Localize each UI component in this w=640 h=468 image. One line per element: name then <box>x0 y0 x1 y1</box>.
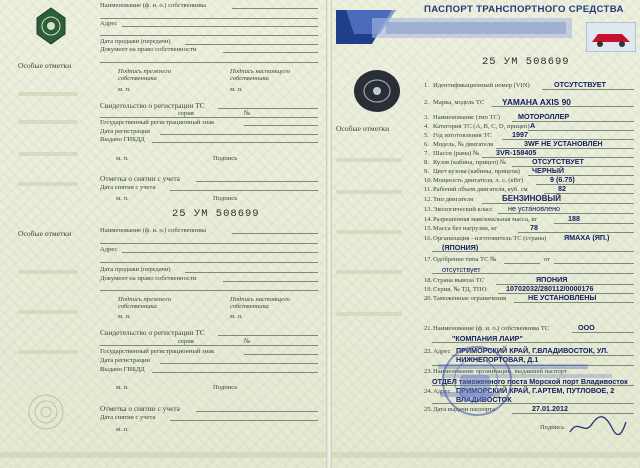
field-number: 20. <box>424 295 433 302</box>
field-number: 25. <box>424 406 433 413</box>
field-line <box>152 372 318 373</box>
manufacturer-country: (ЯПОНИЯ) <box>442 243 479 252</box>
field-label: Серия, № ТД, ТПО <box>433 286 487 293</box>
make-model-value: YAMAHA AXIS 90 <box>502 97 571 107</box>
field-number: 3. <box>424 114 429 121</box>
dereg-date-label: Дата снятия с учета <box>100 184 156 191</box>
ownership-doc-label: Документ на право собственности <box>100 46 197 53</box>
engine-value: 3WF НЕ УСТАНОВЛЕН <box>524 139 603 148</box>
decor-border <box>332 452 640 458</box>
field-label: Идентификационный номер (VIN) <box>433 82 530 89</box>
emblem-icon <box>34 6 68 46</box>
field-line <box>122 252 318 253</box>
field-line <box>218 108 318 109</box>
eco-class-value: не установлено <box>508 204 561 213</box>
field-line <box>504 263 540 264</box>
field-line <box>572 332 634 333</box>
field-label: Таможенные ограничения <box>433 295 507 302</box>
stamp-ink <box>438 364 588 369</box>
reg-date-label: Дата регистрации <box>100 357 150 364</box>
serial-number: 25 УМ 508699 <box>482 56 570 68</box>
engine-type-value: БЕНЗИНОВЫЙ <box>502 194 561 203</box>
issue-date-value: 27.01.2012 <box>532 404 568 413</box>
stamp-place-label: м. п. <box>230 86 243 93</box>
field-label: Наименование (тип ТС) <box>433 114 501 121</box>
customs-doc-value: 10702032/280112/0000176 <box>506 284 594 293</box>
field-line <box>244 125 318 126</box>
reg-cert-label: Свидетельство о регистрации ТС <box>100 101 205 110</box>
field-number: 12. <box>424 196 433 203</box>
field-number: 7. <box>424 150 429 157</box>
reg-date-label: Дата регистрации <box>100 128 150 135</box>
decor-bar <box>336 190 402 194</box>
field-label: Мощность двигателя, л. с. (кВт) <box>433 177 524 184</box>
owner-name-label: Наименование (ф. и. о.) собственника <box>100 2 207 9</box>
field-label: Дата выдачи паспорта <box>433 406 496 413</box>
special-marks-label: Особые отметки <box>18 229 72 238</box>
field-number: 8. <box>424 159 429 166</box>
approval-value: отсутствует <box>442 265 481 274</box>
field-line <box>232 233 318 234</box>
hologram-stamp-icon <box>352 68 402 114</box>
field-number: 11. <box>424 186 432 193</box>
address-label: Адрес <box>100 20 118 27</box>
signature-label: Подпись <box>540 424 565 431</box>
address-label: Адрес <box>100 246 118 253</box>
number-sign: № <box>244 110 251 117</box>
stamp-place-label: м. п. <box>118 86 131 93</box>
displacement-value: 82 <box>558 184 566 193</box>
state-plate-label: Государственный регистрационный знак <box>100 348 215 355</box>
body-value: ОТСУТСТВУЕТ <box>532 157 584 166</box>
cur-owner-sign-label: Подпись настоящего собственника <box>230 68 290 82</box>
decor-bar <box>336 312 402 316</box>
decor-border <box>0 452 326 458</box>
field-label: Цвет кузова (кабины, прицепа) <box>433 168 520 175</box>
dereg-date-label: Дата снятия с учета <box>100 414 156 421</box>
field-label: Экологический класс <box>433 206 493 213</box>
sale-date-label: Дата продажи (передачи) <box>100 38 171 45</box>
max-mass-value: 188 <box>568 214 580 223</box>
field-label: Разрешенная максимальная масса, кг <box>433 216 538 223</box>
field-number: 24. <box>424 388 433 395</box>
field-line <box>100 18 318 19</box>
field-line <box>100 243 318 244</box>
decor-bar <box>18 182 78 186</box>
field-number: 6. <box>424 141 429 148</box>
reg-cert-label: Свидетельство о регистрации ТС <box>100 328 205 337</box>
stamp-place-label: м. п. <box>116 195 129 202</box>
car-icon <box>586 22 636 52</box>
customs-restriction-value: НЕ УСТАНОВЛЕНЫ <box>528 293 597 302</box>
field-line <box>152 142 318 143</box>
owner-form-value: ООО <box>578 323 595 332</box>
signature-label: Подпись <box>213 195 238 202</box>
decor-bar <box>18 310 78 314</box>
serial-number: 25 УМ 508699 <box>172 208 260 220</box>
field-label: Адрес <box>433 388 451 395</box>
field-line <box>498 213 634 214</box>
right-page <box>332 0 640 468</box>
category-value: A <box>530 121 536 130</box>
issuer-city-value: ВЛАДИВОСТОК <box>456 395 512 404</box>
state-plate-label: Государственный регистрационный знак <box>100 119 215 126</box>
decor-bar <box>336 270 402 274</box>
field-number: 18. <box>424 277 433 284</box>
field-line <box>196 411 318 412</box>
field-line <box>100 117 318 118</box>
field-label: Наименование (ф. и. о.) собственника ТС <box>433 325 550 332</box>
export-country-value: ЯПОНИЯ <box>536 275 568 284</box>
field-line <box>244 354 318 355</box>
prev-owner-sign-label: Подпись прежнего собственника <box>118 68 172 82</box>
signature-label: Подпись <box>213 384 238 391</box>
field-line <box>223 52 318 53</box>
signature-label: Подпись <box>213 155 238 162</box>
field-number: 16. <box>424 235 433 242</box>
owner-address-value: ПРИМОРСКИЙ КРАЙ, Г.ВЛАДИВОСТОК, УЛ. НИЖНЕПОРТОВАЯ, Д.1 <box>456 346 609 364</box>
decor-bar <box>18 120 78 124</box>
field-number: 15. <box>424 225 433 232</box>
field-line <box>232 8 318 9</box>
owner-name-label: Наименование (ф. и. о.) собственника <box>100 227 207 234</box>
field-line <box>185 272 318 273</box>
owner-name-value: "КОМПАНИЯ ЛАИР" <box>452 334 523 343</box>
cur-owner-sign-label: Подпись настоящего собственника <box>230 296 290 310</box>
field-line <box>100 290 318 291</box>
issued-by-label: Выдано ГИБДД <box>100 136 145 143</box>
vin-value: ОТСУТСТВУЕТ <box>554 80 606 89</box>
field-label: Марка, модель ТС <box>433 99 485 106</box>
year-value: 1997 <box>512 130 528 139</box>
series-label: серия <box>178 110 194 117</box>
signature-scribble <box>568 414 628 438</box>
issued-by-label: Выдано ГИБДД <box>100 366 145 373</box>
field-label: Категория ТС (A, B, C, D, прицеп) <box>433 123 530 130</box>
stamp-ink <box>460 375 490 401</box>
field-label: Наименование организации, выдавшей паспорт <box>433 368 567 375</box>
field-label: Масса без нагрузки, кг <box>433 225 498 232</box>
field-number: 1. <box>424 82 429 89</box>
field-line <box>170 190 318 191</box>
field-label: Организация - изготовитель ТС (страна) <box>433 235 547 242</box>
field-number: 14. <box>424 216 433 223</box>
special-marks-label: Особые отметки <box>336 124 390 133</box>
field-line <box>536 184 634 185</box>
field-number: 9. <box>424 168 429 175</box>
decor-bar <box>18 152 78 156</box>
field-label: Адрес <box>433 348 451 355</box>
prev-owner-sign-label: Подпись прежнего собственника <box>118 296 172 310</box>
field-line <box>100 62 318 63</box>
field-number: 4. <box>424 123 429 130</box>
field-line <box>223 281 318 282</box>
vehicle-type-value: МОТОРОЛЛЕР <box>518 112 570 121</box>
field-line <box>170 420 318 421</box>
field-line <box>554 223 634 224</box>
rosette-icon <box>26 392 66 432</box>
field-line <box>218 335 318 336</box>
field-line <box>554 263 634 264</box>
field-line <box>100 262 318 263</box>
stamp-place-label: м. п. <box>118 313 131 320</box>
color-value: ЧЕРНЫЙ <box>532 166 565 175</box>
dereg-mark-label: Отметка о снятии с учета <box>100 174 180 183</box>
special-marks-label: Особые отметки <box>18 61 72 70</box>
stamp-place-label: м. п. <box>116 426 129 433</box>
field-number: 19. <box>424 286 433 293</box>
field-line <box>542 89 634 90</box>
field-label: Тип двигателя <box>433 196 474 203</box>
issuer-address-value: ПРИМОРСКИЙ КРАЙ, Г.АРТЕМ, ПУТЛОВОЕ, 2 <box>456 386 615 395</box>
field-label: Год изготовления ТС <box>433 132 492 139</box>
manufacturer-value: ЯМАХА (ЯП.) <box>564 233 610 242</box>
field-label: Рабочий объем двигателя, куб. см <box>433 186 528 193</box>
number-sign: № <box>244 338 251 345</box>
field-line <box>528 130 634 131</box>
field-number: 2. <box>424 99 429 106</box>
decor-bar <box>336 230 402 234</box>
field-line <box>514 302 634 303</box>
field-label: Одобрение типа ТС № <box>433 256 497 263</box>
field-line <box>100 35 318 36</box>
chassis-value: 3VR-158405 <box>496 148 537 157</box>
field-line <box>528 175 634 176</box>
field-line <box>185 44 318 45</box>
field-number: 23. <box>424 368 433 375</box>
field-line <box>160 363 318 364</box>
curb-mass-value: 78 <box>530 223 538 232</box>
issuer-value: ОТДЕЛ таможенного поста Морской порт Владивосток <box>432 377 628 386</box>
field-line <box>432 251 634 252</box>
field-label: Кузов (кабина, прицеп) № <box>433 159 507 166</box>
approval-from-label: от <box>544 256 551 263</box>
ownership-doc-label: Документ на право собственности <box>100 275 197 282</box>
field-number: 21. <box>424 325 433 332</box>
decor-bar <box>18 92 78 96</box>
field-number: 22. <box>424 348 433 355</box>
sale-date-label: Дата продажи (передачи) <box>100 266 171 273</box>
decor-bar <box>18 270 78 274</box>
field-label: Модель, № двигателя <box>433 141 494 148</box>
field-line <box>122 26 318 27</box>
field-number: 13. <box>424 206 433 213</box>
dereg-mark-label: Отметка о снятии с учета <box>100 404 180 413</box>
field-line <box>100 345 318 346</box>
field-line <box>160 134 318 135</box>
stamp-place-label: м. п. <box>116 155 129 162</box>
stamp-place-label: м. п. <box>230 313 243 320</box>
decor-bar <box>18 350 78 354</box>
series-label: серия <box>178 338 194 345</box>
field-number: 17. <box>424 256 433 263</box>
field-label: Шасси (рама) № <box>433 150 480 157</box>
passport-title: ПАСПОРТ ТРАНСПОРТНОГО СРЕДСТВА <box>424 4 624 15</box>
decor-bar <box>336 158 402 162</box>
field-line <box>196 181 318 182</box>
stamp-place-label: м. п. <box>116 384 129 391</box>
field-line <box>432 273 634 274</box>
field-label: Страна вывоза ТС <box>433 277 485 284</box>
power-value: 9 (6.75) <box>550 175 575 184</box>
field-line <box>432 342 634 343</box>
field-number: 5. <box>424 132 429 139</box>
field-number: 10. <box>424 177 433 184</box>
field-line <box>512 166 634 167</box>
